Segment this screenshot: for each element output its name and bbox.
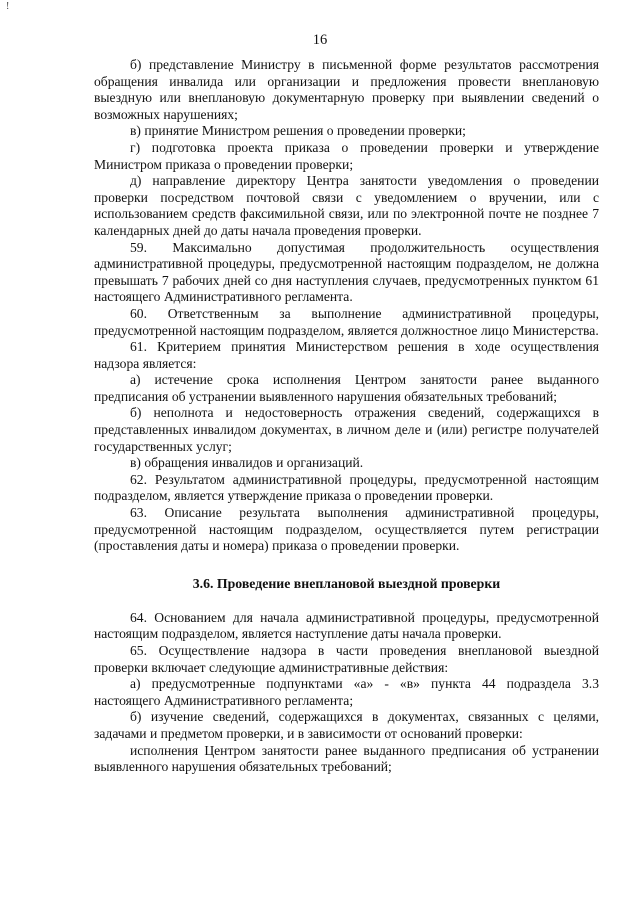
section-heading: 3.6. Проведение внеплановой выездной проверки	[192, 575, 501, 591]
paragraph-d-notification: д) направление директору Центра занятости уведомления о проведении проверки посредством почтовой связи с уведомлением о вручении, или с использованием средств факсимильной связи, или по электронной почте не позднее 7 календарных дней до даты начала проведения проверки.	[94, 173, 599, 238]
paragraph-b-submission: б) представление Министру в письменной форме результатов рассмотрения обращения инвалида или организации и предложения провести внеплановую выездную или внеплановую документарную проверку при выявлении сведений о возможных нарушениях;	[94, 57, 599, 122]
paragraph-a-expiry: а) истечение срока исполнения Центром занятости ранее выданного предписания об устранении выявленного нарушения обязательных требований;	[94, 372, 599, 404]
document-body	[94, 57, 599, 776]
paragraph-62-result: 62. Результатом административной процедуры, предусмотренной настоящим подразделом, является утверждение приказа о проведении проверки.	[94, 471, 599, 504]
paragraph-a-subitems: а) предусмотренные подпунктами «а» - «в» пункта 44 подраздела 3.3 настоящего Административного регламента;	[94, 676, 599, 708]
paragraph-b-study: б) изучение сведений, содержащихся в документах, связанных с целями, задачами и предметом проверки, и в зависимости от оснований проверки:	[94, 709, 599, 741]
paragraph-v-decision: в) принятие Министром решения о проведении проверки;	[130, 123, 466, 139]
paragraph-60-responsible: 60. Ответственным за выполнение административной процедуры, предусмотренной настоящим подразделом, является должностное лицо Министерства.	[94, 305, 599, 338]
paragraph-64-basis: 64. Основанием для начала административной процедуры, предусмотренной настоящим подразделом, является наступление даты начала проверки.	[94, 609, 599, 642]
paragraph-b-incompleteness: б) неполнота и недостоверность отражения сведений, содержащихся в представленных инвалидом документах, в личном деле и (или) регистре получателей государственных услуг;	[94, 405, 599, 454]
paragraph-63-description: 63. Описание результата выполнения административной процедуры, предусмотренной настоящим подразделом, осуществляется путем регистрации (проставления даты и номера) приказа о проведении проверки.	[94, 505, 599, 554]
paragraph-execution: исполнения Центром занятости ранее выданного предписания об устранении выявленного нарушения обязательных требований;	[94, 742, 599, 775]
paragraph-g-order-draft: г) подготовка проекта приказа о проведении проверки и утверждение Министром приказа о проведении проверки;	[94, 139, 599, 172]
paragraph-59-duration: 59. Максимально допустимая продолжительность осуществления административной процедуры, предусмотренной настоящим подразделом, не должна превышать 7 рабочих дней со дня наступления случаев, предусмотренных пунктом 61 настоящего Административного регламента.	[94, 239, 599, 305]
paragraph-v-appeals: в) обращения инвалидов и организаций.	[130, 455, 364, 471]
page-number: 16	[312, 32, 328, 48]
paragraph-61-criteria: 61. Критерием принятия Министерством решения в ходе осуществления надзора является:	[94, 339, 599, 371]
corner-mark: !	[6, 1, 10, 12]
paragraph-65-actions: 65. Осуществление надзора в части проведения внеплановой выездной проверки включает следующие административные действия:	[94, 643, 599, 675]
